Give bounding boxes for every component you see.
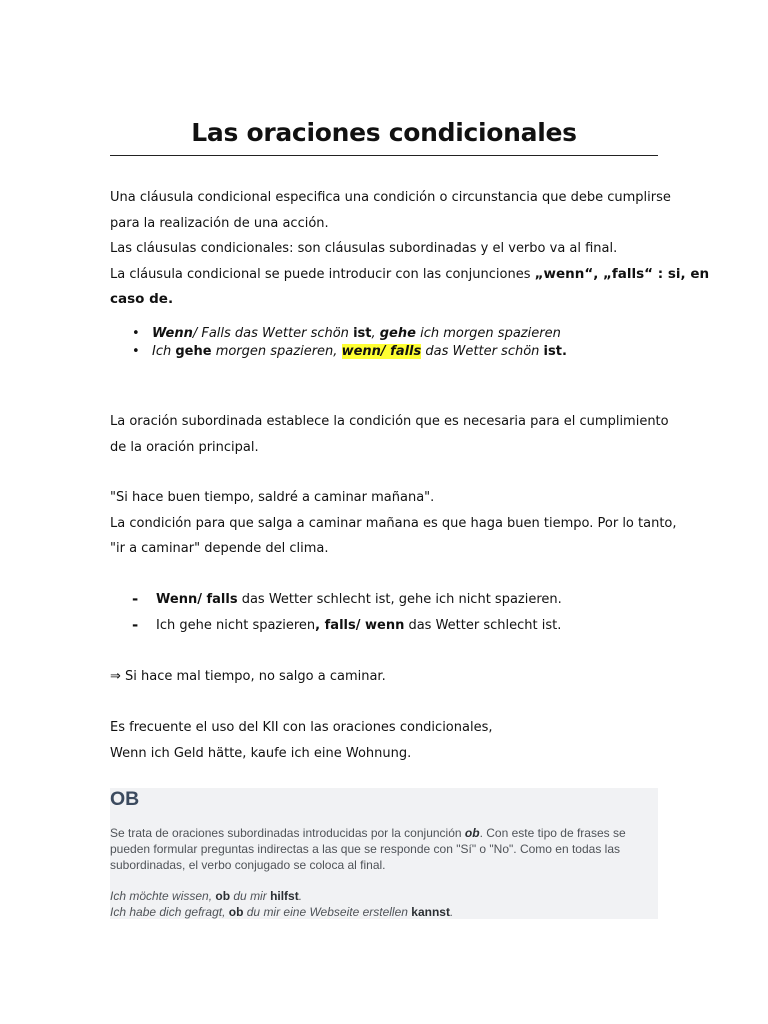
ob-verb: hilfst bbox=[270, 889, 299, 903]
kii-paragraph bbox=[110, 715, 670, 766]
ob-heading: OB bbox=[110, 788, 140, 810]
dash-conjunction: Wenn/ falls bbox=[156, 592, 238, 607]
page-title: Las oraciones condicionales bbox=[191, 118, 577, 147]
example-verb: gehe bbox=[379, 326, 416, 341]
ob-section bbox=[110, 788, 658, 919]
kii-line: Es frecuente el uso del KII con las oraciones condicionales, bbox=[110, 720, 493, 735]
example-sentence-line: "Si hace buen tiempo, saldré a caminar mañana". bbox=[110, 490, 435, 505]
ob-conjunction: ob bbox=[464, 826, 480, 840]
ob-example-text: Ich habe dich gefragt, bbox=[110, 905, 229, 919]
example-text: morgen spazieren, bbox=[211, 344, 342, 359]
conjunctions-text: „wenn“, „falls“ : si, en bbox=[534, 265, 710, 282]
conclusion-line: ⇒ Si hace mal tiempo, no salgo a caminar. bbox=[110, 669, 386, 684]
example-verb: ist bbox=[543, 344, 562, 359]
example-item bbox=[132, 343, 652, 361]
ob-example-line bbox=[110, 888, 453, 904]
ob-verb: kannst bbox=[411, 905, 450, 919]
example-item bbox=[132, 325, 652, 343]
ob-example-text: Ich möchte wissen, bbox=[110, 889, 216, 903]
ob-description-line bbox=[110, 825, 650, 841]
dash-text: das Wetter schlecht ist, gehe ich nicht spazieren. bbox=[237, 592, 562, 607]
dash-example-item bbox=[132, 613, 672, 639]
example-sentence-paragraph bbox=[110, 485, 677, 562]
example-verb: ist bbox=[353, 326, 372, 341]
ob-text: Se trata de oraciones subordinadas introducidas por la conjunción bbox=[110, 826, 465, 840]
highlighted-conjunction: wenn/ falls bbox=[341, 344, 422, 359]
example-text: , bbox=[371, 326, 380, 341]
bullet: • bbox=[132, 344, 140, 359]
example-text: ich morgen spazieren bbox=[415, 326, 561, 341]
dash-example-item bbox=[132, 587, 672, 613]
ob-example-text: du mir bbox=[230, 889, 271, 903]
example-list bbox=[132, 325, 652, 361]
intro-paragraph bbox=[110, 185, 710, 313]
example-verb: gehe bbox=[175, 344, 212, 359]
intro-line: para la realización de una acción. bbox=[110, 215, 329, 231]
dash-conjunction: , falls/ wenn bbox=[315, 617, 405, 633]
intro-line bbox=[110, 262, 710, 288]
ob-example-text: . bbox=[298, 889, 303, 903]
bullet: • bbox=[132, 326, 140, 341]
ob-example-text: du mir eine Webseite erstellen bbox=[243, 905, 412, 919]
intro-line: Una cláusula condicional especifica una condición o circunstancia que debe cumplirse bbox=[110, 190, 671, 205]
ob-conjunction: ob bbox=[215, 889, 231, 903]
example-text: / Falls das Wetter schön bbox=[192, 326, 354, 341]
ob-description bbox=[110, 825, 650, 873]
example-text: das Wetter schön bbox=[421, 344, 544, 359]
subordinate-line: La oración subordinada establece la condición que es necesaria para el cumplimiento bbox=[110, 414, 669, 429]
ob-description-line: pueden formular preguntas indirectas a las que se responde con "Sí" o "No". Como en todas las bbox=[110, 842, 620, 856]
ob-text: . Con este tipo de frases se bbox=[479, 826, 626, 840]
example-text: Ich bbox=[152, 344, 176, 359]
conjunctions-text-cont: caso de. bbox=[110, 291, 174, 307]
dash-text: das Wetter schlecht ist. bbox=[404, 617, 562, 633]
intro-line: Las cláusulas condicionales: son cláusulas subordinadas y el verbo va al final. bbox=[110, 241, 618, 256]
ob-conjunction: ob bbox=[228, 905, 244, 919]
intro-text: La cláusula condicional se puede introducir con las conjunciones bbox=[110, 266, 535, 282]
title-underline bbox=[110, 155, 658, 156]
dash-text: Ich gehe nicht spazieren bbox=[156, 617, 316, 633]
ob-description-line: subordinadas, el verbo conjugado se coloca al final. bbox=[110, 858, 386, 872]
dash-example-list bbox=[132, 587, 672, 638]
example-conjunction: Wenn bbox=[152, 326, 193, 341]
ob-examples bbox=[110, 888, 453, 920]
example-sentence-line: "ir a caminar" depende del clima. bbox=[110, 541, 329, 556]
conclusion-paragraph bbox=[110, 664, 670, 690]
dash-marker: - bbox=[132, 615, 139, 634]
ob-example-text: . bbox=[449, 905, 454, 919]
dash-marker: - bbox=[132, 590, 139, 608]
subordinate-line: de la oración principal. bbox=[110, 439, 259, 455]
example-text: . bbox=[561, 344, 567, 359]
kii-line: Wenn ich Geld hätte, kaufe ich eine Wohnung. bbox=[110, 745, 412, 761]
ob-example-line bbox=[110, 904, 453, 920]
subordinate-paragraph bbox=[110, 409, 670, 460]
example-sentence-line: La condición para que salga a caminar mañana es que haga buen tiempo. Por lo tanto, bbox=[110, 515, 677, 531]
